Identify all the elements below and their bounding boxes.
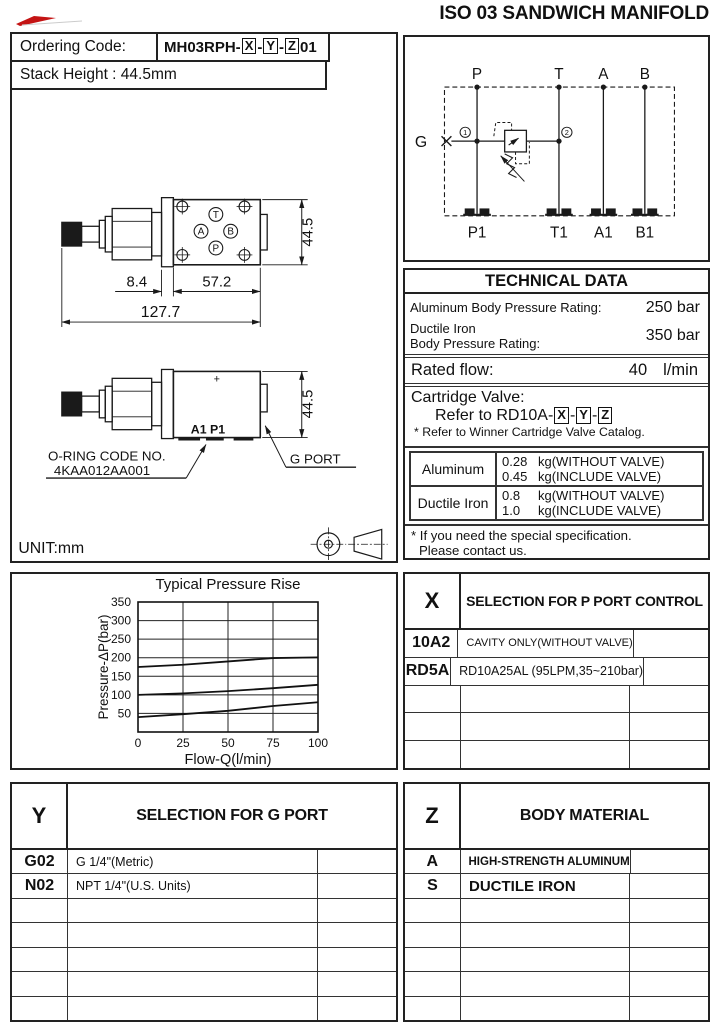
empty-row [12,923,396,947]
top-view-dimensions [62,200,308,327]
selection-x-body [405,630,708,768]
port-label-p: P [212,243,220,255]
dim-total-length: 127.7 [140,304,181,322]
dim-offset: 8.4 [126,274,148,291]
ductile-rating-label-line2: Body Pressure Rating: [410,336,541,352]
note-line2: Please contact us. [419,542,527,558]
empty-row [405,686,708,714]
dim-height-top: 44.5 [300,217,317,247]
code-prefix: MH03RPH- [164,38,241,56]
x-tick-label: 50 [221,736,235,750]
relief-valve-symbol [494,122,530,181]
selection-y-header [12,784,396,850]
option-desc: HIGH-STRENGTH ALUMINUM [461,850,631,873]
rated-flow-unit: l/min [663,361,698,380]
drain-dashed-line [516,142,530,164]
empty-row [405,948,708,972]
y-tick-label: 200 [110,650,131,665]
chart-xlabel: Flow-Q(l/min) [184,752,272,768]
spring-icon [505,154,517,178]
y-tick-label: 350 [110,595,131,609]
top-port-p: P [471,66,483,84]
y-tick-label: 50 [117,706,131,721]
rated-flow-section [405,358,708,387]
selection-x-title: SELECTION FOR P PORT CONTROL [466,593,703,609]
x-tick-label: 0 [134,736,142,750]
option-code: 10A2 [405,630,458,657]
table-row [12,874,396,898]
empty-row [405,997,708,1020]
cartridge-box-y: Y [576,407,591,424]
table-row [411,453,702,485]
option-code: RD5A [405,658,451,685]
table-row [405,850,708,874]
weight-unit-note: kg(INCLUDE VALVE) [538,469,662,485]
bottom-port-a1: A1 [594,224,613,242]
option-desc: RD10A25AL (95LPM,35~210bar) [451,658,644,685]
bottom-port-p1: P1 [467,224,487,242]
gauge-port-plug [442,136,452,146]
unit-label: UNIT:mm [18,540,85,558]
selection-x-code: X [405,574,461,628]
pressure-rise-chart-panel [10,572,398,770]
weight-unit-note: kg(INCLUDE VALVE) [538,502,662,518]
pressure-rise-chart [12,574,396,768]
y-tick-label: 300 [110,613,131,628]
selection-y-code: Y [12,784,68,848]
option-desc: DUCTILE IRON [461,874,630,897]
pilot-dashed-line [494,122,512,136]
option-extra-cell [634,630,708,657]
cartridge-sep: - [591,407,598,425]
option-extra-cell [644,658,708,685]
side-view-plus-mark: + [213,373,221,386]
ordering-code-value [158,34,328,60]
cartridge-refer-line [411,407,704,425]
code-box-y: Y [263,38,278,55]
bottom-port-t1: T1 [550,224,568,242]
node-marker-1 [460,127,470,137]
option-extra-cell [630,874,708,897]
option-desc: CAVITY ONLY(WITHOUT VALVE) [458,630,633,657]
selection-z-code: Z [405,784,461,848]
weight-material: Ductile Iron [411,487,497,519]
empty-row [12,899,396,923]
technical-drawings [12,92,396,561]
empty-row [405,972,708,996]
empty-row [12,948,396,972]
port-label-a: A [197,226,205,238]
technical-data-panel [403,268,710,560]
selection-table-z [403,782,710,1022]
code-box-z: Z [285,38,299,55]
aluminum-rating-value: 250 bar [645,299,700,317]
selection-y-title: SELECTION FOR G PORT [136,807,328,824]
code-box-x: X [242,38,257,55]
svg-text:1: 1 [463,128,468,138]
adjustment-arrow-icon [501,156,525,182]
empty-row [405,923,708,947]
pressure-ratings-section [405,294,708,358]
gauge-port-label: G [414,134,428,152]
special-spec-note [405,524,708,558]
option-code: N02 [12,874,68,897]
code-sep: - [257,38,263,56]
weight-section [405,448,708,523]
selection-y-body [12,850,396,1020]
y-tick-label: 250 [110,632,131,647]
oring-code-label-line1: O-RING CODE NO. [47,448,166,464]
weight-table [409,451,704,520]
option-extra-cell [318,874,396,897]
table-row [405,658,708,686]
projection-symbol [311,527,388,561]
selection-z-header [405,784,708,850]
weight-value: 1.0 [502,502,521,518]
weight-unit-note: kg(WITHOUT VALVE) [538,487,665,503]
selection-z-body [405,850,708,1020]
cartridge-box-z: Z [598,407,612,424]
option-desc: G 1/4"(Metric) [68,850,318,873]
empty-row [12,972,396,996]
empty-row [405,741,708,768]
ductile-rating-value: 350 bar [645,327,700,345]
side-view-valve-body [62,369,267,439]
option-code: A [405,850,461,873]
stack-height-label: Stack Height : 44.5mm [12,62,327,90]
side-view-port-labels: A1 P1 [190,422,226,437]
cartridge-box-x: X [554,407,569,424]
x-tick-label: 75 [266,736,280,750]
table-row [405,630,708,658]
table-row [411,485,702,519]
option-code: S [405,874,461,897]
option-extra-cell [631,850,708,873]
x-tick-label: 25 [176,736,190,750]
weight-unit-note: kg(WITHOUT VALVE) [538,454,665,470]
chart-ylabel: Pressure-ΔP(bar) [96,614,111,720]
junction-dots [474,84,647,143]
rated-flow-value: 40 [628,361,648,380]
page-title: ISO 03 SANDWICH MANIFOLD [439,3,709,24]
selection-x-header [405,574,708,630]
y-tick-label: 100 [110,687,131,702]
cartridge-refer-prefix: Refer to RD10A- [435,407,554,425]
aluminum-rating-label: Aluminum Body Pressure Rating: [410,300,602,316]
selection-table-x [403,572,710,770]
brand-logo-mark [16,14,88,28]
code-sep: - [279,38,285,56]
node-marker-2 [562,127,572,137]
weight-material: Aluminum [411,453,497,485]
option-extra-cell [318,850,396,873]
ordering-code-row [12,34,330,62]
y-tick-label: 150 [110,669,131,684]
chart-title: Typical Pressure Rise [155,576,301,593]
hydraulic-circuit-panel [403,35,710,262]
weight-value: 0.45 [502,469,528,485]
empty-row [12,997,396,1020]
x-tick-label: 100 [307,736,329,750]
dim-height-side: 44.5 [300,389,317,419]
option-code: G02 [12,850,68,873]
port-label-t: T [212,209,219,221]
hydraulic-circuit-diagram [405,37,708,260]
ductile-rating-label-line1: Ductile Iron [410,320,476,336]
weight-value: 0.28 [502,454,528,470]
dim-body-width: 57.2 [202,274,232,291]
gport-label: G PORT [289,451,341,467]
cartridge-sep: - [569,407,576,425]
table-row [12,850,396,874]
cartridge-valve-section [405,387,708,448]
cartridge-valve-label: Cartridge Valve: [411,389,525,407]
cartridge-note: * Refer to Winner Cartridge Valve Catalog. [414,425,645,440]
top-port-b: B [639,66,650,84]
selection-z-title: BODY MATERIAL [519,807,650,824]
top-port-a: A [598,66,609,84]
ordering-code-label: Ordering Code: [12,34,158,60]
technical-data-title: TECHNICAL DATA [405,270,708,294]
oring-code-label-line2: 4KAA012AA001 [53,463,151,479]
code-suffix: 01 [299,38,317,56]
top-view-valve-body [62,198,267,267]
bottom-port-b1: B1 [635,224,655,242]
note-line1: * If you need the special specification. [411,527,632,543]
selection-table-y [10,782,398,1022]
table-row [405,874,708,898]
rated-flow-label: Rated flow: [411,361,494,380]
drawing-panel [10,32,398,563]
port-label-b: B [227,226,234,238]
top-port-t: T [554,66,564,84]
empty-row [405,713,708,741]
svg-text:2: 2 [564,128,569,138]
weight-value: 0.8 [502,487,521,503]
option-desc: NPT 1/4"(U.S. Units) [68,874,318,897]
port-lines [477,87,645,214]
empty-row [405,899,708,923]
